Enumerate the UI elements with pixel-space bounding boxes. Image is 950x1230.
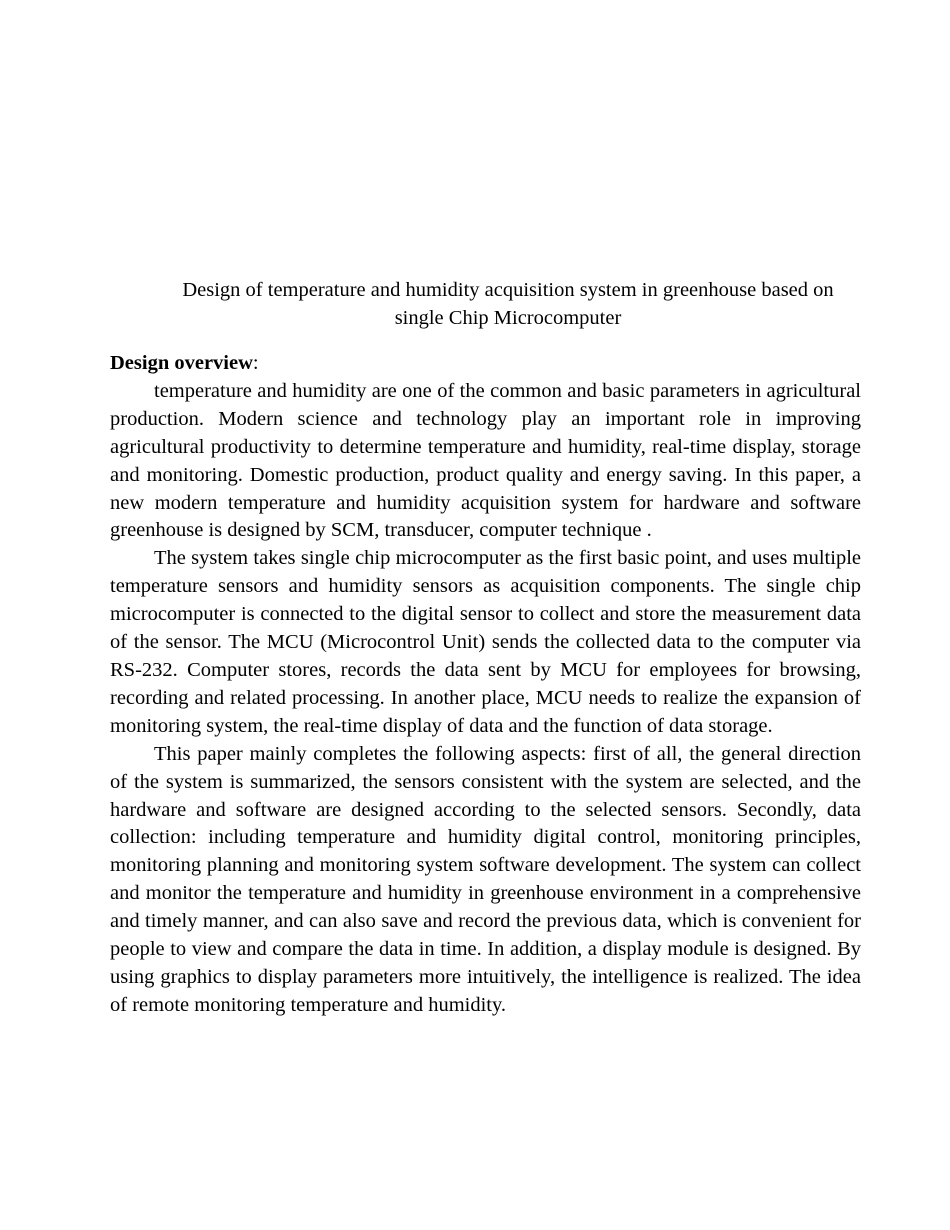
section-heading-label: Design overview	[110, 352, 253, 374]
paragraph-1: temperature and humidity are one of the common and basic parameters in agricultural production. Modern science and technology play an important role in improving agricultural productivity to determine temperature and humidity, real-time display, storage and monitoring. Domestic production, product quality and energy saving. In this paper, a new modern temperature and humidity acquisition system for hardware and software greenhouse is designed by SCM, transducer, computer technique .	[110, 379, 861, 542]
title-line-1: Design of temperature and humidity acquisition system in greenhouse based on	[182, 279, 834, 301]
document-body	[110, 350, 861, 1020]
title-line-2: single Chip Microcomputer	[394, 307, 622, 329]
section-heading-colon: :	[252, 352, 259, 374]
section-heading	[110, 350, 861, 378]
document-title	[110, 276, 860, 332]
paragraph-2: The system takes single chip microcomputer as the first basic point, and uses multiple temperature sensors and humidity sensors as acquisition components. The single chip microcomputer is connected to the digital sensor to collect and store the measurement data of the sensor. The MCU (Microcontrol Unit) sends the collected data to the computer via RS-232. Computer stores, records the data sent by MCU for employees for browsing, recording and related processing. In another place, MCU needs to realize the expansion of monitoring system, the real-time display of data and the function of data storage.	[110, 547, 861, 737]
paragraph-3: This paper mainly completes the following aspects: first of all, the general direction of the system is summarized, the sensors consistent with the system are selected, and the hardware and software are designed according to the selected sensors. Secondly, data collection: including temperature and humidity digital control, monitoring principles, monitoring planning and monitoring system software development. The system can collect and monitor the temperature and humidity in greenhouse environment in a comprehensive and timely manner, and can also save and record the previous data, which is convenient for people to view and compare the data in time. In addition, a display module is designed. By using graphics to display parameters more intuitively, the intelligence is realized. The idea of remote monitoring temperature and humidity.	[110, 742, 861, 1016]
